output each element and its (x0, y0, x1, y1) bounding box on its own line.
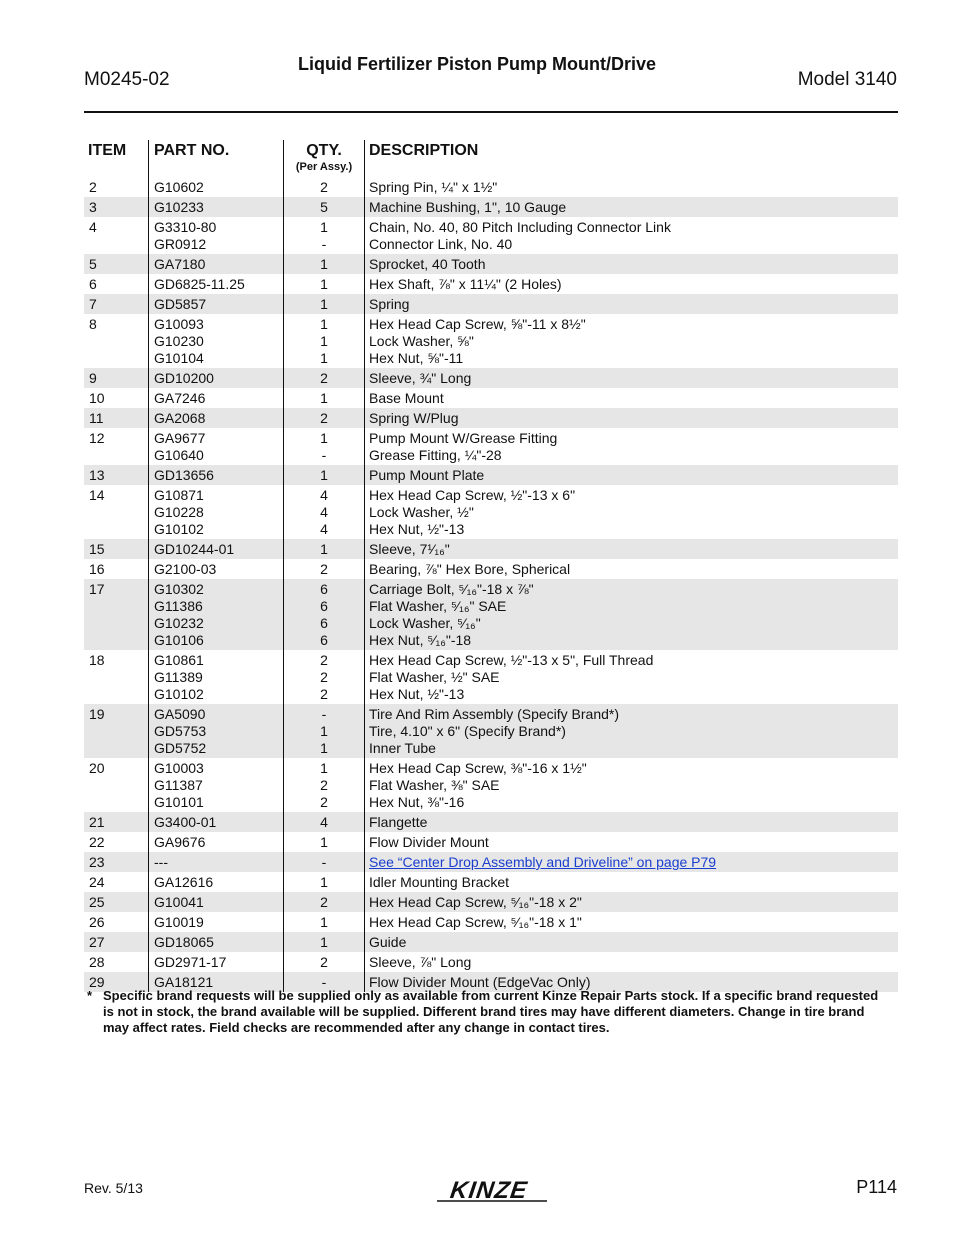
description: Lock Washer, ⁵⁄₁₆" (369, 615, 481, 631)
item-number: 19 (89, 706, 105, 722)
part-number: GD10244-01 (154, 541, 235, 557)
descriptions (369, 219, 671, 253)
description: Bearing, ⅞" Hex Bore, Spherical (369, 561, 571, 577)
part-number: G10106 (154, 632, 204, 648)
table-row (84, 254, 898, 274)
quantity: 1 (320, 914, 328, 930)
description: Sleeve, ¾" Long (369, 370, 472, 386)
table-row (84, 852, 898, 872)
part-numbers (154, 487, 204, 538)
part-number: GA7246 (154, 390, 206, 406)
description: Hex Head Cap Screw, ⁵⁄₁₆"-18 x 1" (369, 914, 582, 930)
item-number: 23 (89, 854, 105, 870)
footnote-star: * (87, 988, 93, 1003)
description: Hex Nut, ⁵⁄₁₆"-18 (369, 632, 472, 648)
quantities (284, 934, 364, 951)
part-number: GA2068 (154, 410, 206, 426)
col-header-part: PART NO. (154, 142, 230, 159)
quantities (284, 179, 364, 196)
table-row (84, 758, 898, 812)
quantities (284, 370, 364, 387)
quantity: 1 (320, 834, 328, 850)
col-divider-qty (283, 140, 284, 992)
quantities (284, 390, 364, 407)
description: Hex Head Cap Screw, ⁵⁄₁₆"-18 x 2" (369, 894, 582, 910)
quantity: - (321, 706, 327, 722)
part-number: GD5753 (154, 723, 207, 739)
descriptions (369, 276, 562, 293)
item-number: 2 (89, 179, 97, 195)
descriptions (369, 256, 485, 273)
part-number: G10233 (154, 199, 204, 215)
descriptions (369, 954, 471, 971)
description: Spring W/Plug (369, 410, 459, 426)
table-row (84, 579, 898, 650)
quantities (284, 410, 364, 427)
part-number: G11386 (154, 598, 203, 614)
part-number: GA5090 (154, 706, 206, 722)
quantities (284, 256, 364, 273)
quantity: 4 (320, 487, 328, 503)
table-row (84, 314, 898, 368)
description: Hex Head Cap Screw, ⅝"-11 x 8½" (369, 316, 586, 332)
descriptions (369, 370, 471, 387)
descriptions (369, 296, 409, 313)
item-number: 16 (89, 561, 105, 577)
quantity: 2 (320, 894, 328, 910)
table-row (84, 465, 898, 485)
part-number: G10003 (154, 760, 204, 776)
description: Idler Mounting Bracket (369, 874, 510, 890)
description: Lock Washer, ½" (369, 504, 474, 520)
item-number: 3 (89, 199, 97, 215)
description: Flangette (369, 814, 428, 830)
quantities (284, 854, 364, 871)
col-header-qty: QTY. (306, 142, 342, 159)
item-number: 13 (89, 467, 105, 483)
quantity: 2 (320, 561, 328, 577)
descriptions (369, 541, 450, 558)
col-header-item: ITEM (88, 142, 127, 159)
quantities (284, 561, 364, 578)
quantities (284, 874, 364, 891)
part-numbers (154, 914, 204, 931)
descriptions (369, 199, 566, 216)
quantity: 6 (320, 632, 328, 648)
quantities (284, 760, 364, 811)
quantities (284, 814, 364, 831)
part-numbers (154, 760, 204, 811)
part-number: GD2971-17 (154, 954, 227, 970)
part-numbers (154, 934, 214, 951)
table-row (84, 274, 898, 294)
quantities (284, 581, 364, 649)
description: Connector Link, No. 40 (369, 236, 513, 252)
description: Tire And Rim Assembly (Specify Brand*) (369, 706, 620, 722)
footnote-text: Specific brand requests will be supplied only as available from current Kinze Repair Parts stock. If a specific brand requested is not in stock, the brand available will be supplied. Different brand tires may have different diameters. Change in tire brand may affect rates. Field checks are recommended after any change in contact tires. (103, 988, 879, 1035)
quantities (284, 894, 364, 911)
quantity: - (321, 854, 327, 870)
part-numbers (154, 834, 205, 851)
descriptions (369, 561, 570, 578)
part-numbers (154, 814, 216, 831)
descriptions (369, 814, 427, 831)
part-numbers (154, 199, 204, 216)
quantity: 5 (320, 199, 328, 215)
page-number: P114 (856, 1177, 897, 1197)
part-number: G3400-01 (154, 814, 217, 830)
part-number: G10041 (154, 894, 204, 910)
quantity: 2 (320, 794, 328, 810)
part-numbers (154, 894, 204, 911)
part-numbers (154, 370, 214, 387)
table-row (84, 428, 898, 465)
quantity: 6 (320, 598, 328, 614)
descriptions (369, 914, 582, 931)
table-row (84, 932, 898, 952)
part-number: GA12616 (154, 874, 214, 890)
table-row (84, 912, 898, 932)
item-number: 5 (89, 256, 97, 272)
item-number: 22 (89, 834, 105, 850)
part-number: G10640 (154, 447, 204, 463)
part-number: G10228 (154, 504, 204, 520)
description: Flow Divider Mount (EdgeVac Only) (369, 974, 591, 990)
description: Flat Washer, ⁵⁄₁₆" SAE (369, 598, 507, 614)
col-header-desc: DESCRIPTION (369, 142, 479, 159)
quantity: 1 (320, 467, 328, 483)
quantity: 1 (320, 316, 328, 332)
part-numbers (154, 390, 205, 407)
part-numbers (154, 276, 245, 293)
description: Base Mount (369, 390, 444, 406)
description: Hex Shaft, ⅞" x 11¼" (2 Holes) (369, 276, 562, 292)
item-number: 24 (89, 874, 105, 890)
part-number: G3310-80 (154, 219, 217, 235)
description: Hex Head Cap Screw, ½"-13 x 6" (369, 487, 576, 503)
table-row (84, 704, 898, 758)
item-number: 11 (89, 410, 104, 426)
doc-id: M0245-02 (84, 69, 170, 90)
quantities (284, 652, 364, 703)
item-number: 6 (89, 276, 97, 292)
quantities (284, 199, 364, 216)
table-row (84, 559, 898, 579)
quantity: 6 (320, 615, 328, 631)
quantities (284, 954, 364, 971)
table-row (84, 892, 898, 912)
quantity: 1 (320, 740, 328, 756)
part-number: G10102 (154, 686, 204, 702)
descriptions (369, 874, 509, 891)
kinze-logo-text: KINZE (448, 1177, 530, 1204)
quantity: 1 (320, 276, 328, 292)
part-number: GD6825-11.25 (154, 276, 245, 292)
quantity: 4 (320, 504, 328, 520)
parts-table (84, 177, 898, 992)
quantities (284, 834, 364, 851)
header-rule (84, 111, 898, 113)
quantity: 1 (320, 219, 328, 235)
part-numbers (154, 854, 168, 871)
table-row (84, 650, 898, 704)
part-number: G10230 (154, 333, 204, 349)
quantity: - (321, 236, 327, 252)
descriptions (369, 430, 557, 464)
table-row (84, 217, 898, 254)
quantity: - (321, 447, 327, 463)
model-name: Model 3140 (797, 69, 897, 90)
quantities (284, 467, 364, 484)
quantity: 2 (320, 777, 328, 793)
descriptions (369, 760, 587, 811)
part-numbers (154, 561, 216, 578)
table-row (84, 388, 898, 408)
part-numbers (154, 410, 205, 427)
description: Carriage Bolt, ⁵⁄₁₆"-18 x ⅞" (369, 581, 534, 597)
table-row (84, 485, 898, 539)
cross-reference-link[interactable]: See “Center Drop Assembly and Driveline” on page P79 (369, 854, 717, 870)
descriptions (369, 179, 497, 196)
part-number: G10019 (154, 914, 204, 930)
descriptions (369, 316, 586, 367)
part-numbers (154, 296, 206, 313)
quantity: 1 (320, 541, 328, 557)
quantities (284, 487, 364, 538)
description: Pump Mount Plate (369, 467, 485, 483)
description: Hex Head Cap Screw, ⅜"-16 x 1½" (369, 760, 587, 776)
col-header-qty-sub: (Per Assy.) (295, 161, 353, 173)
table-row (84, 872, 898, 892)
item-number: 21 (89, 814, 105, 830)
kinze-logo (431, 1176, 551, 1204)
quantities (284, 430, 364, 464)
item-number: 8 (89, 316, 97, 332)
table-row (84, 812, 898, 832)
quantity: 1 (320, 333, 328, 349)
part-number: GA9676 (154, 834, 206, 850)
quantity: 2 (320, 410, 328, 426)
quantity: 2 (320, 669, 328, 685)
description: Chain, No. 40, 80 Pitch Including Connector Link (369, 219, 671, 235)
part-number: GA9677 (154, 430, 206, 446)
part-number: G10104 (154, 350, 204, 366)
description: Sleeve, 7¹⁄₁₆" (369, 541, 450, 557)
part-number: G10302 (154, 581, 204, 597)
quantity: 1 (320, 390, 328, 406)
descriptions (369, 834, 489, 851)
description: Guide (369, 934, 407, 950)
description: Tire, 4.10" x 6" (Specify Brand*) (369, 723, 566, 739)
part-number: G10232 (154, 615, 204, 631)
item-number: 10 (89, 390, 105, 406)
descriptions (369, 934, 406, 951)
item-number: 29 (89, 974, 105, 990)
descriptions (369, 652, 653, 703)
part-number: GD5857 (154, 296, 207, 312)
description: Hex Head Cap Screw, ½"-13 x 5", Full Thread (369, 652, 654, 668)
descriptions (369, 390, 444, 407)
part-number: G10871 (154, 487, 204, 503)
part-numbers (154, 706, 206, 757)
part-number: G11389 (154, 669, 203, 685)
table-row (84, 952, 898, 972)
item-number: 20 (89, 760, 105, 776)
table-row (84, 177, 898, 197)
table-row (84, 294, 898, 314)
item-number: 25 (89, 894, 105, 910)
quantity: 1 (320, 874, 328, 890)
description: Inner Tube (369, 740, 436, 756)
description: Hex Nut, ½"-13 (369, 686, 465, 702)
part-number: G11387 (154, 777, 203, 793)
quantity: 1 (320, 760, 328, 776)
part-number: --- (154, 854, 168, 870)
page-title: Liquid Fertilizer Piston Pump Mount/Drive (297, 54, 656, 74)
descriptions (369, 854, 716, 871)
description: Spring Pin, ¼" x 1½" (369, 179, 498, 195)
item-number: 15 (89, 541, 105, 557)
quantity: 1 (320, 350, 328, 366)
part-number: GD13656 (154, 467, 214, 483)
descriptions (369, 467, 484, 484)
footnote (87, 988, 887, 1036)
description: Lock Washer, ⅝" (369, 333, 474, 349)
table-row (84, 832, 898, 852)
table-row (84, 408, 898, 428)
descriptions (369, 581, 534, 649)
quantities (284, 276, 364, 293)
item-number: 26 (89, 914, 105, 930)
quantities (284, 316, 364, 367)
quantity: 2 (320, 179, 328, 195)
part-numbers (154, 581, 204, 649)
table-row (84, 368, 898, 388)
quantities (284, 541, 364, 558)
quantities (284, 914, 364, 931)
quantity: 1 (320, 296, 328, 312)
revision: Rev. 5/13 (84, 1180, 143, 1196)
description: Spring (369, 296, 410, 312)
quantity: 2 (320, 652, 328, 668)
part-number: GD5752 (154, 740, 207, 756)
description: Machine Bushing, 1", 10 Gauge (369, 199, 567, 215)
description: Hex Nut, ⅜"-16 (369, 794, 465, 810)
quantity: 2 (320, 370, 328, 386)
quantity: 4 (320, 814, 328, 830)
item-number: 9 (89, 370, 97, 386)
part-numbers (154, 430, 205, 464)
quantity: 2 (320, 686, 328, 702)
col-divider-desc (364, 140, 365, 992)
part-number: GD10200 (154, 370, 214, 386)
quantity: 1 (320, 723, 328, 739)
descriptions (369, 487, 575, 538)
description: Hex Nut, ½"-13 (369, 521, 465, 537)
col-divider-part (148, 140, 149, 992)
part-number: GA18121 (154, 974, 214, 990)
item-number: 12 (89, 430, 105, 446)
part-number: G10102 (154, 521, 204, 537)
quantities (284, 706, 364, 757)
description: Flow Divider Mount (369, 834, 489, 850)
descriptions (369, 706, 619, 757)
description: Grease Fitting, ¼"-28 (369, 447, 502, 463)
part-numbers (154, 316, 204, 367)
item-number: 4 (89, 219, 97, 235)
item-number: 28 (89, 954, 105, 970)
quantity: 4 (320, 521, 328, 537)
quantities (284, 296, 364, 313)
description: Sleeve, ⅞" Long (369, 954, 472, 970)
quantity: 6 (320, 581, 328, 597)
part-numbers (154, 954, 226, 971)
description: Pump Mount W/Grease Fitting (369, 430, 558, 446)
quantity: 2 (320, 954, 328, 970)
descriptions (369, 410, 458, 427)
quantity: 1 (320, 430, 328, 446)
quantities (284, 219, 364, 253)
quantity: - (321, 974, 327, 990)
part-number: G10101 (154, 794, 204, 810)
table-row (84, 539, 898, 559)
descriptions (369, 894, 582, 911)
part-numbers (154, 219, 216, 253)
description: Flat Washer, ½" SAE (369, 669, 500, 685)
part-number: G10093 (154, 316, 204, 332)
part-numbers (154, 467, 214, 484)
part-numbers (154, 652, 204, 703)
description: Sprocket, 40 Tooth (369, 256, 486, 272)
description: Hex Nut, ⅝"-11 (369, 350, 464, 366)
item-number: 17 (89, 581, 105, 597)
part-numbers (154, 541, 234, 558)
description: Flat Washer, ⅜" SAE (369, 777, 500, 793)
part-numbers (154, 874, 213, 891)
item-number: 27 (89, 934, 105, 950)
part-number: G10602 (154, 179, 204, 195)
item-number: 7 (89, 296, 97, 312)
item-number: 18 (89, 652, 105, 668)
part-number: G2100-03 (154, 561, 217, 577)
part-number: GA7180 (154, 256, 206, 272)
part-number: GR0912 (154, 236, 207, 252)
table-row (84, 197, 898, 217)
quantity: 1 (320, 256, 328, 272)
part-numbers (154, 256, 205, 273)
item-number: 14 (89, 487, 105, 503)
part-number: GD18065 (154, 934, 214, 950)
part-numbers (154, 179, 204, 196)
part-number: G10861 (154, 652, 204, 668)
quantity: 1 (320, 934, 328, 950)
